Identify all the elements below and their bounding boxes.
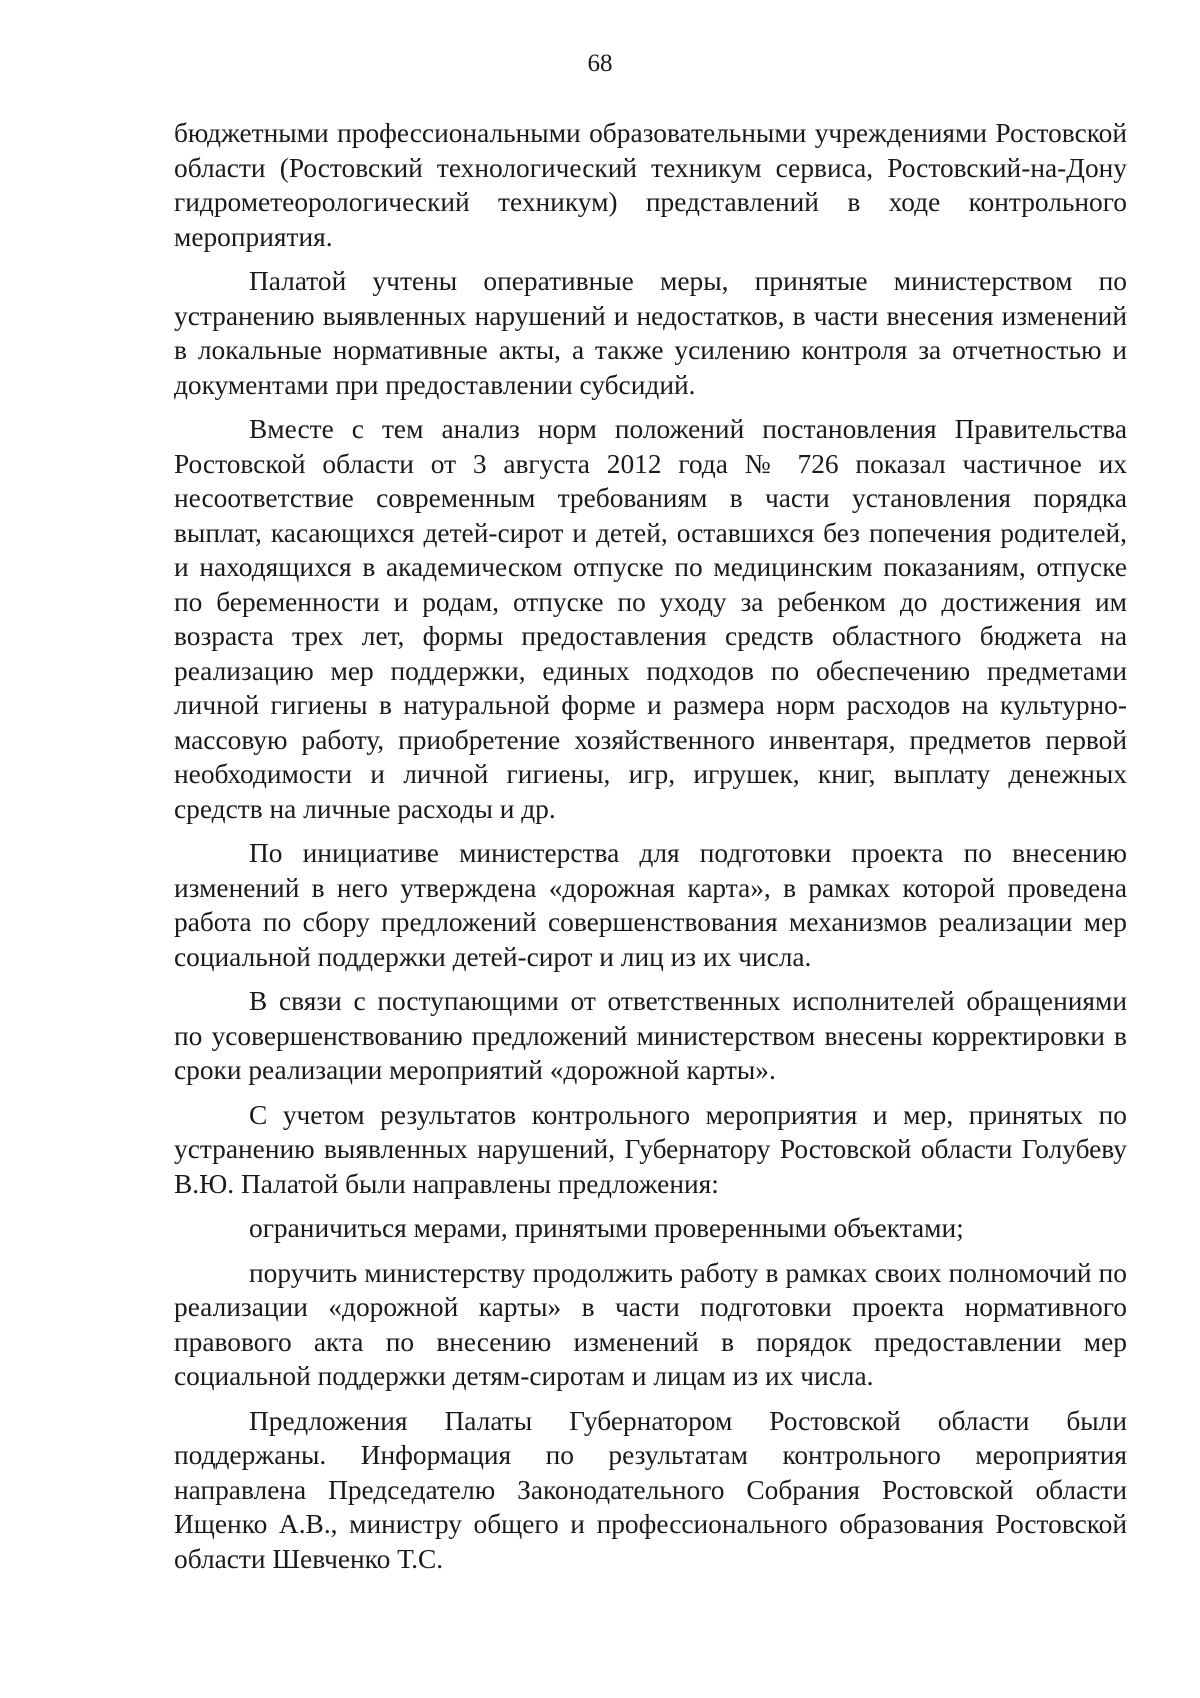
paragraph-chamber-measures: Палатой учтены оперативные меры, принятые министерством по устранению выявленных нарушений и недостатков, в части внесения изменений в локальные нормативные акты, а также усилению контроля за отчетностью и документами при предоставлении субсидий. [174, 266, 1127, 400]
paragraph-roadmap: По инициативе министерства для подготовки проекта по внесению изменений в него утверждена «дорожная карта», в рамках которой проведена работа по сбору предложений совершенствования механизмов реализации мер социальной поддержки детей-сирот и лиц из их числа. [174, 838, 1127, 972]
paragraph-proposal-1: ограничиться мерами, принятыми проверенными объектами; [249, 1213, 964, 1243]
page-number: 68 [587, 50, 613, 77]
paragraph-conclusion: Предложения Палаты Губернатором Ростовской области были поддержаны. Информация по результатам контрольного мероприятия направлена Председателю Законодательного Собрания Ростовской области Ищенко А.В., министру общего и профессионального образования Ростовской области Шевченко Т.С. [174, 1405, 1127, 1574]
paragraph-continuation: бюджетными профессиональными образовательными учреждениями Ростовской области (Ростовский технологический техникум сервиса, Ростовский-на-Дону гидрометеорологический техникум) представлений в ходе контрольного мероприятия. [174, 118, 1127, 252]
paragraph-regulation-analysis: Вместе с тем анализ норм положений постановления Правительства Ростовской области от 3 августа 2012 года № 726 показал частичное их несоответствие современным требованиям в части установления порядка выплат, касающихся детей-сирот и детей, оставшихся без попечения родителей, и находящихся в академическом отпуске по медицинским показаниям, отпуске по беременности и родам, отпуске по уходу за ребенком до достижения им возраста трех лет, формы предоставления средств областного бюджета на реализацию мер поддержки, единых подходов по обеспечению предметами личной гигиены в натуральной форме и размера норм расходов на культурно-массовую работу, приобретение хозяйственного инвентаря, предметов первой необходимости и личной гигиены, игр, игрушек, книг, выплату денежных средств на личные расходы и др. [174, 414, 1127, 824]
paragraph-proposal-2: поручить министерству продолжить работу в рамках своих полномочий по реализации «дорожной карты» в части подготовки проекта нормативного правового акта по внесению изменений в порядок предоставлении мер социальной поддержки детям-сиротам и лицам из их числа. [174, 1257, 1127, 1391]
paragraph-proposals-intro: С учетом результатов контрольного мероприятия и мер, принятых по устранению выявленных нарушений, Губернатору Ростовской области Голубеву В.Ю. Палатой были направлены предложения: [174, 1099, 1127, 1199]
body-text [174, 116, 1127, 1576]
paragraph-roadmap-adjustments: В связи с поступающими от ответственных исполнителей обращениями по усовершенствованию предложений министерством внесены корректировки в сроки реализации мероприятий «дорожной карты». [174, 986, 1127, 1085]
